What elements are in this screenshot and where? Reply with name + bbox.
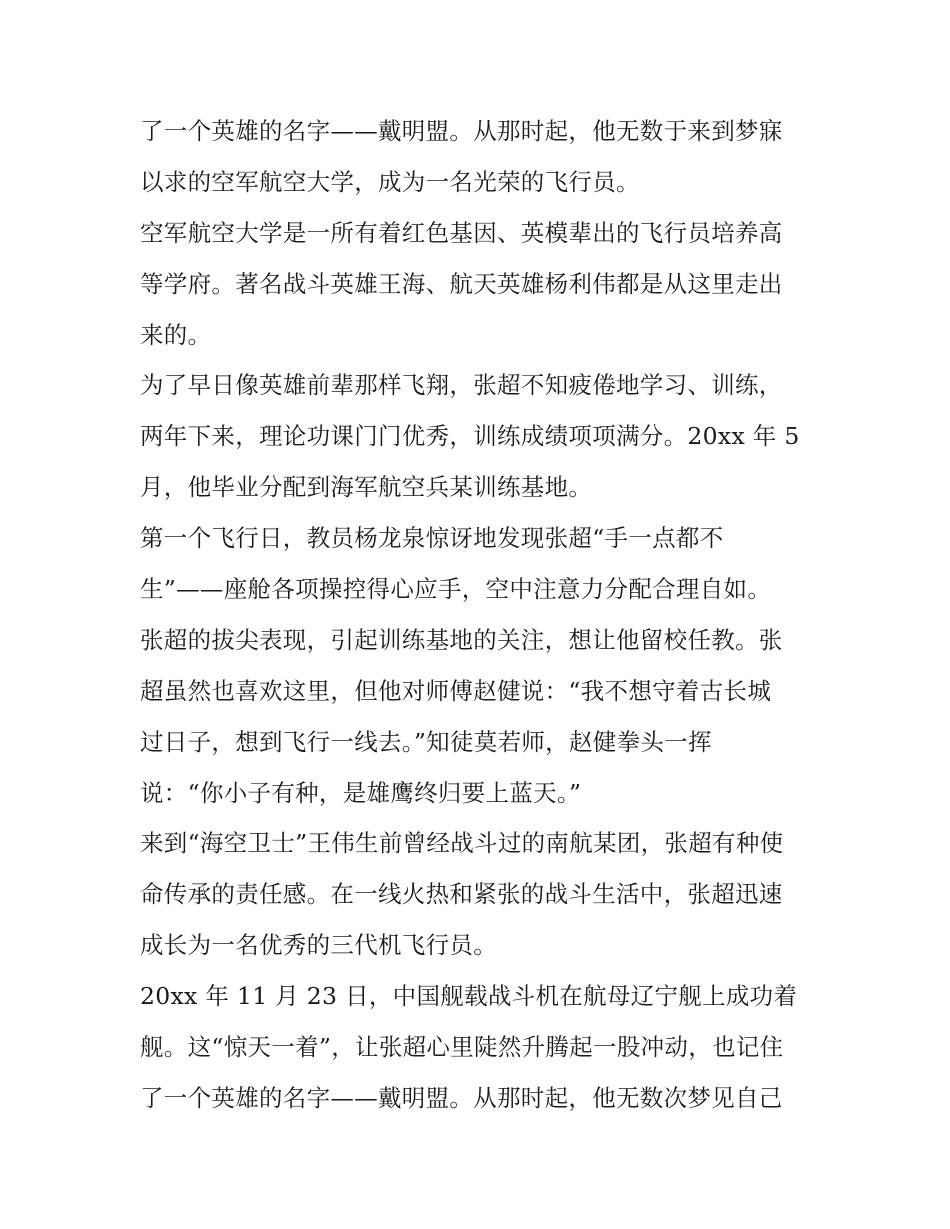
text-line: 成长为一名优秀的三代机飞行员。 [140, 931, 497, 960]
text-line: 来到“海空卫士”王伟生前曾经战斗过的南航某团，张超有种使 [140, 829, 784, 858]
text-line: 来的。 [140, 320, 212, 349]
text-line: 20xx 年 11 月 23 日，中国舰载战斗机在航母辽宁舰上成功着 [140, 982, 798, 1011]
text-line: 月，他毕业分配到海军航空兵某训练基地。 [140, 473, 593, 502]
text-line: 超虽然也喜欢这里，但他对师傅赵健说：“我不想守着古长城 [140, 676, 772, 705]
text-line: 命传承的责任感。在一线火热和紧张的战斗生活中，张超迅速 [140, 880, 783, 909]
text-line: 张超的拔尖表现，引起训练基地的关注，想让他留校任教。张 [140, 625, 783, 654]
text-line: 为了早日像英雄前辈那样飞翔，张超不知疲倦地学习、训练， [140, 371, 783, 400]
text-line: 过日子，想到飞行一线去。”知徒莫若师，赵健拳头一挥 [140, 727, 712, 756]
text-line: 生”——座舱各项操控得心应手，空中注意力分配合理自如。 [140, 575, 772, 604]
text-line: 了一个英雄的名字——戴明盟。从那时起，他无数次梦见自己 [140, 1083, 783, 1112]
text-line: 以求的空军航空大学，成为一名光荣的飞行员。 [140, 167, 640, 196]
text-line: 了一个英雄的名字——戴明盟。从那时起，他无数于来到梦寐 [140, 117, 783, 145]
text-line: 两年下来，理论功课门门优秀，训练成绩项项满分。20xx 年 5 [140, 422, 800, 451]
text-line: 说：“你小子有种，是雄鹰终归要上蓝天。” [140, 778, 582, 807]
text-line: 空军航空大学是一所有着红色基因、英模辈出的飞行员培养高 [140, 218, 783, 247]
text-line: 等学府。著名战斗英雄王海、航天英雄杨利伟都是从这里走出 [140, 269, 783, 298]
text-line: 舰。这“惊天一着”，让张超心里陡然升腾起一股冲动，也记住 [140, 1033, 784, 1062]
text-line: 第一个飞行日，教员杨龙泉惊讶地发现张超“手一点都不 [140, 524, 724, 553]
article-body [140, 106, 830, 1124]
